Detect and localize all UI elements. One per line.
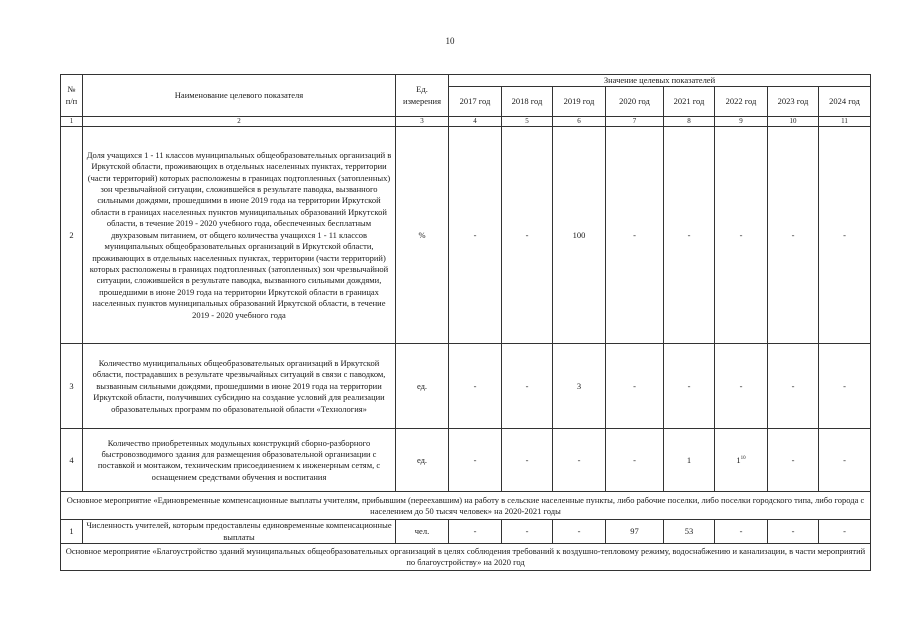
value-cell: - bbox=[449, 127, 502, 344]
section-row bbox=[61, 544, 871, 571]
indicator-unit: ед. bbox=[396, 429, 449, 492]
column-index: 11 bbox=[819, 117, 871, 127]
value-cell bbox=[715, 429, 768, 492]
value-cell: 97 bbox=[606, 520, 664, 544]
header-row-1 bbox=[61, 75, 871, 87]
value-cell: - bbox=[502, 344, 553, 429]
header-year: 2023 год bbox=[768, 87, 819, 117]
value-cell: - bbox=[768, 127, 819, 344]
header-name: Наименование целевого показателя bbox=[83, 75, 396, 117]
table-row bbox=[61, 344, 871, 429]
column-index: 5 bbox=[502, 117, 553, 127]
column-index: 2 bbox=[83, 117, 396, 127]
indicator-name: Численность учителей, которым предоставлены единовременные компенсационные выплаты bbox=[83, 520, 396, 544]
indicator-name: Количество приобретенных модульных конструкций сборно-разборного быстровозводимого здания для размещения образовательной организации с поставкой и монтажом, техническим присоединением к инженерным сетям, с оснащением средствами обучения и воспитания bbox=[83, 429, 396, 492]
value-cell: 53 bbox=[664, 520, 715, 544]
value-cell: - bbox=[553, 429, 606, 492]
value-cell: 100 bbox=[553, 127, 606, 344]
value-cell: - bbox=[553, 520, 606, 544]
indicator-name: Количество муниципальных общеобразовательных организаций в Иркутской области, пострадавших в результате чрезвычайных ситуаций в связи с паводком, вызванным сильными дождями, прошедшими в июне 2019 года на территории Иркутской области, получивших субсидию на создание условий для реализации образовательных программ по образовательной области «Технология» bbox=[83, 344, 396, 429]
value-cell: - bbox=[768, 344, 819, 429]
header-year: 2018 год bbox=[502, 87, 553, 117]
value-cell: - bbox=[715, 520, 768, 544]
footnote-marker: 10 bbox=[740, 455, 746, 461]
column-index-row bbox=[61, 117, 871, 127]
header-values-group: Значение целевых показателей bbox=[449, 75, 871, 87]
column-index: 6 bbox=[553, 117, 606, 127]
section-title: Основное мероприятие «Благоустройство зданий муниципальных общеобразовательных организаций в целях соблюдения требований к воздушно-тепловому режиму, водоснабжению и канализации, в части мероприятий по благоустройству» на 2020 год bbox=[61, 544, 871, 571]
value-cell: - bbox=[449, 344, 502, 429]
header-year: 2022 год bbox=[715, 87, 768, 117]
header-year: 2021 год bbox=[664, 87, 715, 117]
column-index: 4 bbox=[449, 117, 502, 127]
column-index: 9 bbox=[715, 117, 768, 127]
table-row bbox=[61, 127, 871, 344]
value-cell: - bbox=[819, 344, 871, 429]
indicator-unit: % bbox=[396, 127, 449, 344]
column-index: 1 bbox=[61, 117, 83, 127]
header-unit: Ед. измерения bbox=[396, 75, 449, 117]
header-year: 2020 год bbox=[606, 87, 664, 117]
value-cell: - bbox=[768, 429, 819, 492]
value-cell: - bbox=[449, 429, 502, 492]
row-num: 2 bbox=[61, 127, 83, 344]
target-indicators-table bbox=[60, 74, 871, 571]
indicator-unit: ед. bbox=[396, 344, 449, 429]
value-cell: 3 bbox=[553, 344, 606, 429]
page-number: 10 bbox=[445, 36, 455, 46]
value-cell: - bbox=[449, 520, 502, 544]
value-cell: 1 bbox=[664, 429, 715, 492]
value-cell: - bbox=[606, 344, 664, 429]
value-cell: - bbox=[502, 127, 553, 344]
column-index: 3 bbox=[396, 117, 449, 127]
column-index: 10 bbox=[768, 117, 819, 127]
value-cell: - bbox=[664, 127, 715, 344]
value-cell: - bbox=[768, 520, 819, 544]
table-row bbox=[61, 429, 871, 492]
row-num: 3 bbox=[61, 344, 83, 429]
value-cell: - bbox=[819, 520, 871, 544]
value-cell: - bbox=[715, 344, 768, 429]
header-year: 2019 год bbox=[553, 87, 606, 117]
table-row bbox=[61, 520, 871, 544]
section-row bbox=[61, 492, 871, 520]
value-cell: - bbox=[819, 429, 871, 492]
column-index: 8 bbox=[664, 117, 715, 127]
value-cell: - bbox=[502, 520, 553, 544]
indicator-unit: чел. bbox=[396, 520, 449, 544]
value-cell: - bbox=[606, 127, 664, 344]
value-cell: - bbox=[606, 429, 664, 492]
row-num: 4 bbox=[61, 429, 83, 492]
section-title: Основное мероприятие «Единовременные компенсационные выплаты учителям, прибывшим (переехавшим) на работу в сельские населенные пункты, либо рабочие поселки, либо поселки городского типа, либо города с населением до 50 тысяч человек» на 2020-2021 годы bbox=[61, 492, 871, 520]
column-index: 7 bbox=[606, 117, 664, 127]
value-cell: - bbox=[502, 429, 553, 492]
indicator-name: Доля учащихся 1 - 11 классов муниципальных общеобразовательных организаций в Иркутской области, проживающих в отдельных населенных пунктах, территории (части территорий) которых расположены в границах подтопленных (затопленных) зон чрезвычайной ситуации, сложившейся в результате паводка, вызванного сильными дождями, прошедшими в июне 2019 года на территории Иркутской области в границах населенных пунктов муниципальных образований Иркутской области, в течение 2019 - 2020 учебного года, обеспеченных бесплатным двухразовым питанием, от общего количества учащихся 1 - 11 классов муниципальных общеобразовательных организаций в Иркутской области, проживающих в отдельных населенных пунктах, территории (части территорий) которых расположены в границах подтопленных (затопленных) зон чрезвычайной ситуации, сложившейся в результате паводка, вызванного сильными дождями, прошедшими в июне 2019 года на территории Иркутской области в границах населенных пунктов муниципальных образований Иркутской области, в течение 2019 - 2020 учебного года bbox=[83, 127, 396, 344]
row-num: 1 bbox=[61, 520, 83, 544]
header-num: № п/п bbox=[61, 75, 83, 117]
header-year: 2017 год bbox=[449, 87, 502, 117]
value-cell: - bbox=[819, 127, 871, 344]
value-cell: - bbox=[715, 127, 768, 344]
header-year: 2024 год bbox=[819, 87, 871, 117]
value-cell: - bbox=[664, 344, 715, 429]
value-text: 1 bbox=[736, 454, 741, 465]
